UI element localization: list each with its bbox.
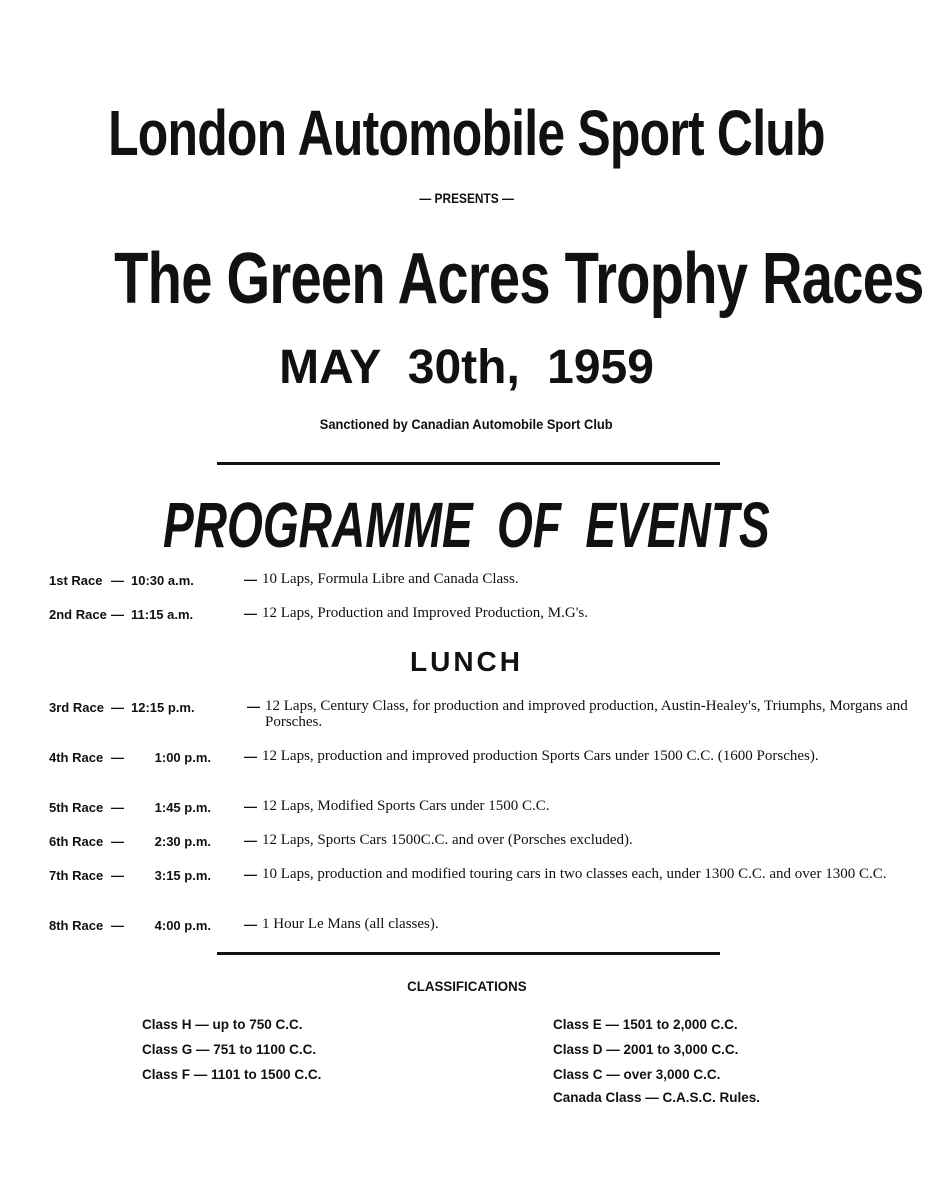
race-description: 12 Laps, Century Class, for production and improved production, Austin-Healey's, Triumphs, Morgans and Porsches. bbox=[265, 698, 908, 730]
divider-top bbox=[217, 462, 720, 465]
dash: — bbox=[111, 573, 124, 588]
dash: — bbox=[247, 699, 260, 714]
dash: — bbox=[244, 867, 257, 882]
race-time: 11:15 a.m. bbox=[131, 607, 194, 622]
classification-item: Class D — 2001 to 3,000 C.C. bbox=[553, 1042, 739, 1057]
race-description: 10 Laps, Formula Libre and Canada Class. bbox=[262, 571, 519, 587]
classification-item: Class H — up to 750 C.C. bbox=[142, 1017, 303, 1032]
dash: — bbox=[111, 607, 124, 622]
race-description: 12 Laps, Modified Sports Cars under 1500 C.C. bbox=[262, 798, 550, 814]
race-number: 7th Race bbox=[49, 868, 104, 883]
race-time: 4:00 p.m. bbox=[154, 918, 211, 933]
sanction-line bbox=[0, 416, 933, 432]
sanction-text: Sanctioned by Canadian Automobile Sport Club bbox=[320, 416, 613, 432]
dash: — bbox=[111, 700, 124, 715]
race-number: 8th Race bbox=[49, 918, 104, 933]
dash: — bbox=[111, 868, 124, 883]
race-time: 10:30 a.m. bbox=[131, 573, 194, 588]
lunch-text: LUNCH bbox=[410, 646, 523, 677]
race-number: 1st Race bbox=[49, 573, 103, 588]
classifications-title-text: CLASSIFICATIONS bbox=[406, 978, 527, 994]
presents-line bbox=[0, 190, 933, 206]
dash: — bbox=[111, 750, 124, 765]
dash: — bbox=[111, 800, 124, 815]
race-description: 12 Laps, Sports Cars 1500C.C. and over (Porsches excluded). bbox=[262, 832, 633, 848]
race-description: 12 Laps, Production and Improved Production, M.G's. bbox=[262, 605, 589, 621]
classification-item: Class C — over 3,000 C.C. bbox=[553, 1067, 721, 1082]
dash: — bbox=[244, 606, 257, 621]
programme-title-text: PROGRAMME OF EVENTS bbox=[163, 489, 770, 561]
race-number: 5th Race bbox=[49, 800, 104, 815]
dash: — bbox=[244, 749, 257, 764]
classification-item: Class G — 751 to 1100 C.C. bbox=[142, 1042, 317, 1057]
race-number: 6th Race bbox=[49, 834, 104, 849]
dash: — bbox=[244, 833, 257, 848]
dash: — bbox=[244, 799, 257, 814]
race-time: 2:30 p.m. bbox=[154, 834, 211, 849]
club-name bbox=[0, 96, 933, 170]
race-time: 1:45 p.m. bbox=[154, 800, 211, 815]
lunch-break bbox=[0, 646, 933, 678]
event-title bbox=[0, 238, 933, 320]
dash: — bbox=[111, 918, 124, 933]
race-description: 12 Laps, production and improved production Sports Cars under 1500 C.C. (1600 Porsches). bbox=[262, 748, 819, 764]
event-date-text: MAY 30th, 1959 bbox=[279, 341, 654, 394]
programme-title bbox=[0, 488, 933, 562]
club-name-text: London Automobile Sport Club bbox=[108, 97, 825, 169]
race-time: 1:00 p.m. bbox=[154, 750, 211, 765]
race-description: 1 Hour Le Mans (all classes). bbox=[262, 916, 439, 932]
classification-item: Canada Class — C.A.S.C. Rules. bbox=[553, 1090, 761, 1105]
dash: — bbox=[244, 572, 257, 587]
classifications-title bbox=[0, 978, 933, 994]
dash: — bbox=[244, 917, 257, 932]
race-time: 3:15 p.m. bbox=[154, 868, 211, 883]
divider-bottom bbox=[217, 952, 720, 955]
classification-item: Class F — 1101 to 1500 C.C. bbox=[142, 1067, 322, 1082]
event-title-text: The Green Acres Trophy Races bbox=[114, 239, 924, 319]
race-number: 3rd Race bbox=[49, 700, 104, 715]
race-time: 12:15 p.m. bbox=[131, 700, 195, 715]
race-number: 2nd Race bbox=[49, 607, 107, 622]
race-description: 10 Laps, production and modified touring cars in two classes each, under 1300 C.C. and over 1300 C.C. bbox=[262, 866, 887, 882]
dash: — bbox=[111, 834, 124, 849]
race-number: 4th Race bbox=[49, 750, 104, 765]
classification-item: Class E — 1501 to 2,000 C.C. bbox=[553, 1017, 738, 1032]
presents-text: — PRESENTS — bbox=[419, 190, 514, 206]
event-date bbox=[0, 340, 933, 395]
